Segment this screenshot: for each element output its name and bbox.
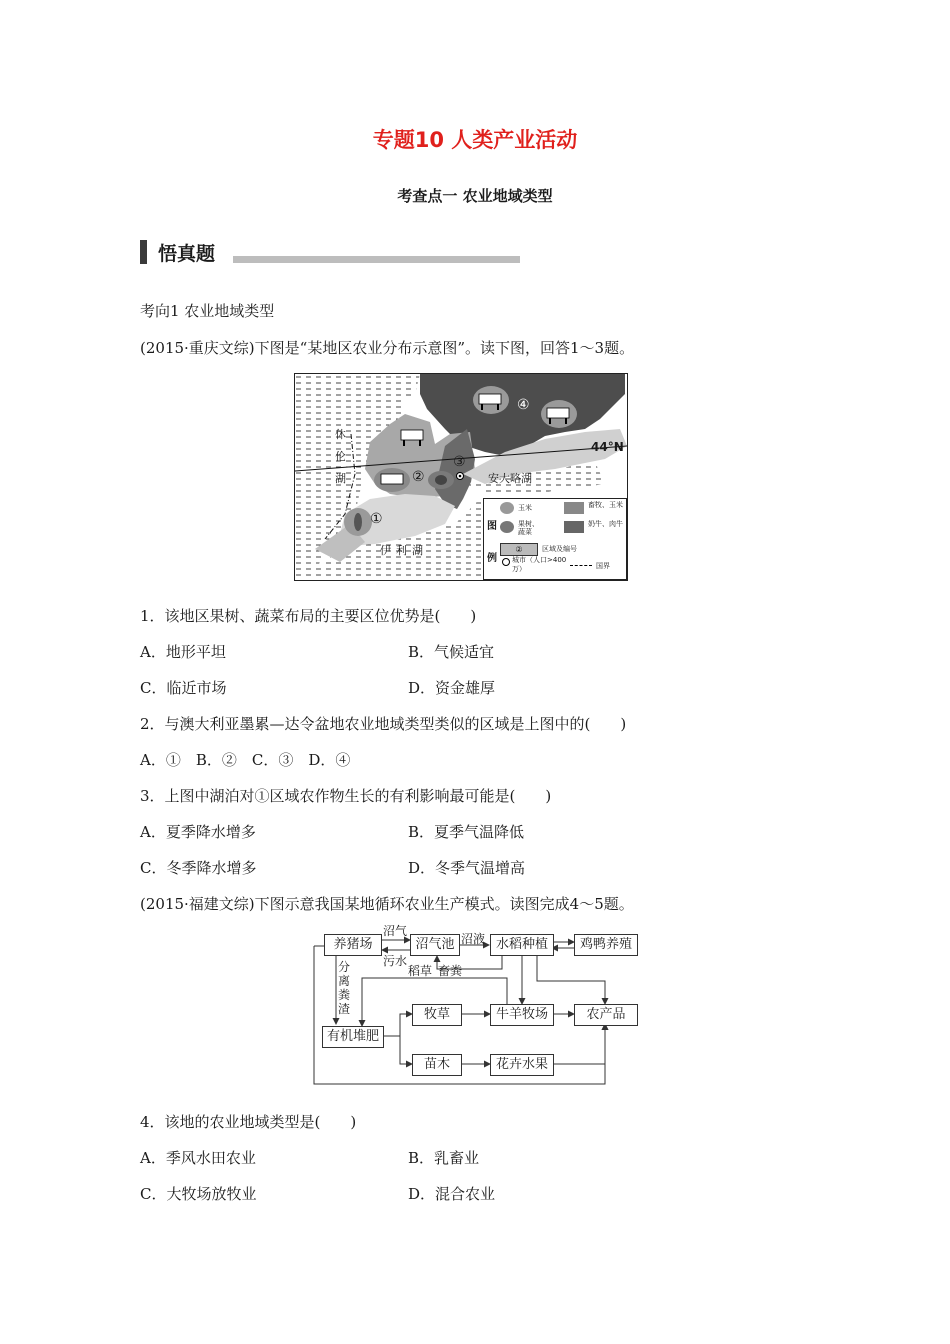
cattle-box: 牛羊牧场 — [490, 1004, 554, 1026]
rice-box: 水稻种植 — [490, 934, 554, 956]
legend-fruit-veg: 果树、蔬菜 — [518, 520, 539, 536]
cow-icon — [564, 521, 584, 533]
question-2: 2．与澳大利亚墨累—达令盆地农业地域类型类似的区域是上图中的( ) — [140, 715, 627, 733]
intro-2: (2015·福建文综)下图示意我国某地循环农业生产模式。读图完成4～5题。 — [140, 895, 634, 913]
livestock-icon — [564, 502, 584, 514]
q3-option-b: B．夏季气温降低 — [408, 823, 525, 841]
agriculture-map — [294, 373, 628, 581]
q4-option-b: B．乳畜业 — [408, 1149, 480, 1167]
q3-option-a: A．夏季降水增多 — [140, 823, 256, 841]
q4-option-d: D．混合农业 — [408, 1185, 496, 1203]
label-biogas: 沼气 — [383, 924, 408, 938]
pig-farm-box: 养猪场 — [324, 934, 382, 956]
compost-box: 有机堆肥 — [322, 1026, 384, 1048]
q4-option-a: A．季风水田农业 — [140, 1149, 256, 1167]
legend-corn: 玉米 — [518, 504, 532, 512]
region-3-label: ③ — [453, 454, 466, 470]
lake-erie-label: 伊利湖 — [380, 544, 428, 557]
label-separate: 分 离 粪 渣 — [338, 960, 351, 1016]
region-1-label: ① — [370, 511, 383, 527]
section-marker — [140, 240, 147, 264]
legend-dairy-beef: 奶牛、肉牛 — [588, 520, 623, 528]
page-title: 专题10 人类产业活动 — [372, 128, 578, 152]
fruit-icon-region3 — [428, 471, 454, 489]
cow-icon-region4b — [541, 400, 577, 428]
legend-title-bottom: 例 — [487, 553, 497, 564]
biogas-pool-box: 沼气池 — [410, 934, 460, 956]
region-4-label: ④ — [517, 397, 530, 413]
legend-city: 城市（人口>400万） — [512, 556, 567, 573]
q1-option-c: C．临近市场 — [140, 679, 227, 697]
border-icon — [570, 565, 592, 566]
legend-region: 区域及编号 — [542, 545, 577, 553]
section-subtitle: 考查点一 农业地域类型 — [397, 187, 553, 205]
lake-huron-label: 休伦湖 — [335, 428, 346, 485]
q4-option-c: C．大牧场放牧业 — [140, 1185, 257, 1203]
legend-border: 国界 — [596, 562, 610, 570]
question-1: 1．该地区果树、蔬菜布局的主要区位优势是( ) — [140, 607, 477, 625]
cow-icon-region4a — [473, 386, 509, 414]
label-sewage: 污水 — [383, 954, 408, 968]
q1-option-d: D．资金雄厚 — [408, 679, 496, 697]
section-heading: 悟真题 — [158, 243, 216, 265]
region-2-label: ② — [412, 469, 425, 485]
circular-agriculture-diagram — [312, 926, 672, 1086]
map-legend — [483, 498, 627, 580]
fruit-icon — [500, 521, 514, 533]
label-straw: 稻草 — [408, 964, 433, 978]
city-icon — [502, 558, 510, 566]
seedlings-box: 苗木 — [412, 1054, 462, 1076]
question-4: 4．该地的农业地域类型是( ) — [140, 1113, 357, 1131]
lake-ontario-label: 安大略湖 — [488, 472, 532, 485]
label-manure: 畜粪 — [438, 964, 463, 978]
grass-box: 牧草 — [412, 1004, 462, 1026]
corn-icon-region1 — [344, 508, 372, 536]
q1-option-b: B．气候适宜 — [408, 643, 495, 661]
legend-livestock-corn: 畜牧、玉米 — [588, 501, 623, 509]
q3-option-d: D．冬季气温增高 — [408, 859, 526, 877]
q1-option-a: A．地形平坦 — [140, 643, 226, 661]
cow-icon-region2 — [374, 468, 410, 492]
latitude-label: 44°N — [591, 440, 624, 454]
legend-region-sample: ② — [500, 543, 538, 556]
intro-1: (2015·重庆文综)下图是“某地区农业分布示意图”。读下图，回答1～3题。 — [140, 339, 635, 357]
q2-options: A．① B．② C．③ D．④ — [140, 751, 351, 769]
direction-label: 考向1 农业地域类型 — [140, 302, 275, 320]
poultry-box: 鸡鸭养殖 — [574, 934, 638, 956]
q3-option-c: C．冬季降水增多 — [140, 859, 257, 877]
label-slurry: 沼液 — [461, 932, 486, 946]
fruit-box: 花卉水果 — [490, 1054, 554, 1076]
products-box: 农产品 — [574, 1004, 638, 1026]
legend-title-top: 图 — [487, 521, 497, 532]
question-3: 3．上图中湖泊对①区域农作物生长的有利影响最可能是( ) — [140, 787, 552, 805]
section-divider — [233, 256, 520, 263]
corn-icon — [500, 502, 514, 514]
